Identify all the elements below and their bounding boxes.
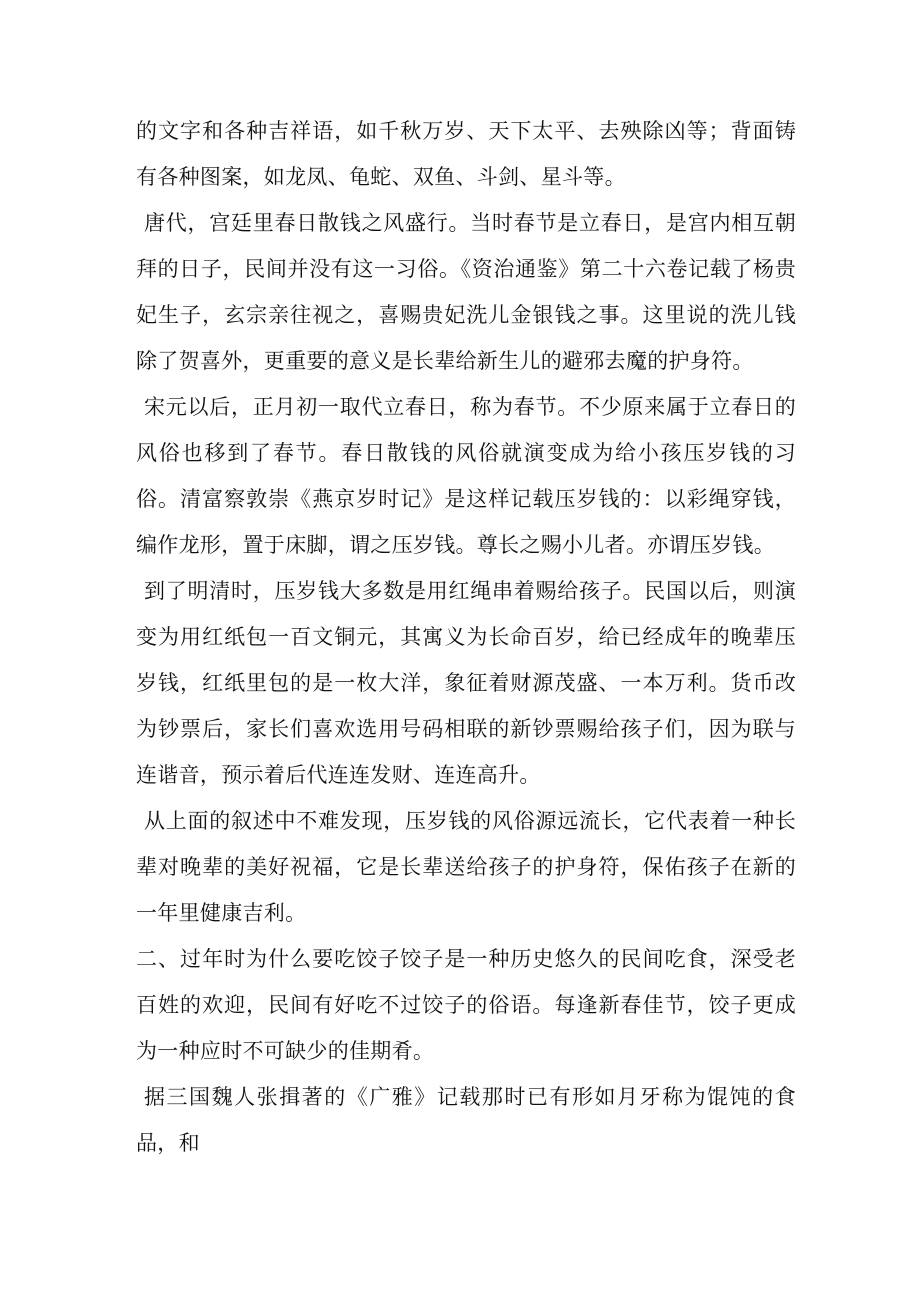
paragraph-coin-inscriptions: 的文字和各种吉祥语，如千秋万岁、天下太平、去殃除凶等；背面铸有各种图案，如龙凤、龟蛇、双鱼、斗剑、星斗等。	[136, 119, 796, 189]
paragraph-guangya: 据三国魏人张揖著的《广雅》记载那时已有形如月牙称为馄饨的食品，和	[136, 1085, 796, 1155]
paragraph-tang-dynasty: 唐代，宫廷里春日散钱之风盛行。当时春节是立春日，是宫内相互朝拜的日子，民间并没有这一习俗。《资治通鉴》第二十六卷记载了杨贵妃生子，玄宗亲往视之，喜赐贵妃洗儿金银钱之事。这里说的洗儿钱除了贺喜外，更重要的意义是长辈给新生儿的避邪去魔的护身符。	[136, 211, 796, 373]
paragraph-ming-qing: 到了明清时，压岁钱大多数是用红绳串着赐给孩子。民国以后，则演变为用红纸包一百文铜元，其寓义为长命百岁，给已经成年的晚辈压岁钱，红纸里包的是一枚大洋，象征着财源茂盛、一本万利。货币改为钞票后，家长们喜欢选用号码相联的新钞票赐给孩子们，因为联与连谐音，预示着后代连连发财、连连高升。	[136, 579, 796, 787]
paragraph-song-yuan: 宋元以后，正月初一取代立春日，称为春节。不少原来属于立春日的风俗也移到了春节。春日散钱的风俗就演变成为给小孩压岁钱的习俗。清富察敦崇《燕京岁时记》是这样记载压岁钱的：以彩绳穿钱，编作龙形，置于床脚，谓之压岁钱。尊长之赐小儿者。亦谓压岁钱。	[136, 395, 796, 557]
paragraph-summary: 从上面的叙述中不难发现，压岁钱的风俗源远流长，它代表着一种长辈对晚辈的美好祝福，它是长辈送给孩子的护身符，保佑孩子在新的一年里健康吉利。	[136, 809, 796, 925]
document-page	[136, 108, 796, 1166]
paragraph-dumplings-heading: 二、过年时为什么要吃饺子饺子是一种历史悠久的民间吃食，深受老百姓的欢迎，民间有好吃不过饺子的俗语。每逢新春佳节，饺子更成为一种应时不可缺少的佳期肴。	[136, 947, 796, 1063]
